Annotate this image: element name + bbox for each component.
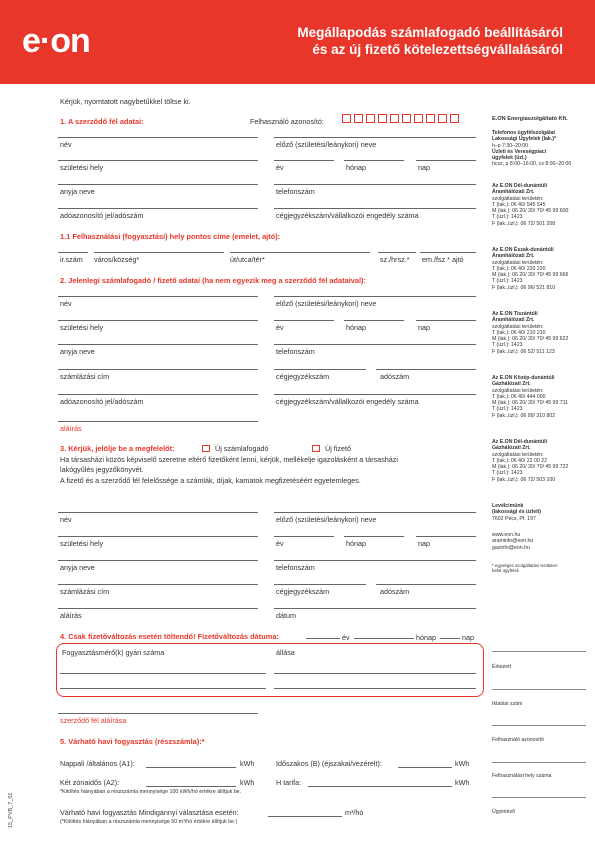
user-id-box[interactable] — [426, 114, 435, 123]
label-elozo: előző (születési/leánykori) neve — [276, 140, 377, 149]
block-line: T (üzl.): 1423 — [492, 214, 523, 221]
label-meter: Fogyasztásmérő(k) gyári száma — [62, 648, 165, 657]
field-line[interactable] — [376, 369, 476, 370]
cs-line: hcsz, p 8:00–16:00, cs 8:00–20:00 — [492, 161, 572, 168]
block-line: Az E.ON Észak-dunántúli — [492, 247, 554, 253]
field-line[interactable] — [274, 369, 366, 370]
user-id-box[interactable] — [414, 114, 423, 123]
field-line[interactable] — [274, 320, 334, 321]
email-link[interactable]: gazinfo@eon.hu — [492, 544, 530, 551]
block-line: Áramhálózati Zrt. — [492, 189, 535, 196]
label-m3: m³/hó — [345, 808, 364, 817]
label-alairas: aláírás — [60, 611, 82, 620]
label-telefon: telefonszám — [276, 187, 315, 196]
cs-line: ügyfelek (üzl.) — [492, 155, 527, 162]
section-1-title: 1. A szerződő fél adatai: — [60, 117, 144, 126]
block-line: F (lak.,üzl.): 06 72/ 501 208 — [492, 220, 556, 227]
field-line[interactable] — [398, 767, 452, 768]
label-honap: hónap — [346, 539, 366, 548]
block-line: F (lak.,üzl.): 06 72/ 503 100 — [492, 476, 556, 483]
label-szul-hely: születési hely — [60, 539, 104, 548]
field-line[interactable] — [58, 369, 258, 370]
block-line: szolgáltatási területén: — [492, 387, 544, 394]
cs-line: h–p 7:30–20:00 — [492, 142, 529, 149]
label-cegj: cégjegyzékszám/vállalkozói engedély száma — [276, 211, 419, 220]
eon-logo: e·on — [22, 22, 90, 60]
checkbox-new-recipient[interactable] — [202, 445, 210, 452]
label-telefon: telefonszám — [276, 347, 315, 356]
field-line[interactable] — [58, 512, 258, 513]
label-alairas: aláírás — [60, 424, 82, 433]
user-id-box[interactable] — [366, 114, 375, 123]
office-field-line[interactable] — [492, 651, 586, 652]
field-line[interactable] — [274, 160, 334, 161]
field-line[interactable] — [274, 608, 476, 609]
field-line[interactable] — [416, 320, 476, 321]
field-line[interactable] — [378, 252, 416, 253]
label-ev: év — [342, 633, 350, 642]
label-szul-hely: születési hely — [60, 163, 104, 172]
email-link[interactable]: araminfo@eon.hu — [492, 538, 534, 545]
block-line: Az E.ON Közép-dunántúli — [492, 375, 555, 381]
label-szamlazasi: számlázási cím — [60, 372, 110, 381]
block-line: Az E.ON Tiszántúli — [492, 311, 538, 317]
label-gaz: Várható havi fogyasztás Mindigannyi választása esetén: — [60, 808, 239, 817]
web-link[interactable]: www.eon.hu — [492, 532, 521, 538]
note-1: *Kitöltés hiányában a részszámla mennyisége 100 kWh/hó értékre állítjuk be. — [60, 789, 242, 795]
label-irsz: ir.szám — [60, 255, 83, 264]
s3-paragraph-3: A fizető és a szerződő fél felelőssége a számlák, díjak, kamatok megfizetéséért egyetemleges. — [60, 476, 361, 485]
label-kwh: kWh — [240, 778, 255, 787]
cs-line: Lakossági Ügyfelek (lak.)* — [492, 136, 557, 143]
block-line: T (üzl.): 1423 — [492, 278, 523, 285]
note-2: (*Kitöltés hiányában a részszámla mennyisége 50 m³/hó értékre állítjuk be.) — [60, 819, 238, 825]
section-2-title: 2. Jelenlegi számlafogadó / fizető adatai (ha nem egyezik meg a szerződő fél adataival): — [60, 276, 366, 285]
user-id-box[interactable] — [378, 114, 387, 123]
label-kwh: kWh — [240, 759, 255, 768]
block-line: F (lak.,üzl.): 06 96/ 521 810 — [492, 284, 556, 291]
block-line: Áramhálózati Zrt. — [492, 253, 535, 260]
label-honap: hónap — [416, 633, 436, 642]
section-3-title: 3. Kérjük, jelölje be a megfelelőt: — [60, 444, 175, 453]
field-line[interactable] — [58, 137, 258, 138]
postal-line: 7602 Pécs, Pf. 197 — [492, 515, 536, 522]
office-field-line[interactable] — [492, 762, 586, 763]
sidebar-web — [492, 532, 587, 551]
office-label-iktatasi: Iktatási szám — [492, 701, 523, 707]
sidebar-block-1 — [492, 183, 587, 227]
block-line: F (lak.,üzl.): 06 99/ 310 802 — [492, 412, 556, 419]
label-idoszakos: Időszakos (B) (éjszakai/vezérelt): — [276, 759, 382, 768]
field-line[interactable] — [308, 786, 452, 787]
field-line[interactable] — [416, 160, 476, 161]
field-line[interactable] — [274, 584, 366, 585]
label-opt2: Új fizető — [325, 444, 351, 453]
field-line[interactable] — [60, 688, 266, 689]
office-field-line[interactable] — [492, 689, 586, 690]
sidebar-postal — [492, 503, 587, 522]
block-line: Az E.ON Dél-dunántúli — [492, 439, 548, 445]
postal-line: (lakossági és üzleti) — [492, 509, 542, 516]
block-line: M (lak.): 06 20/ 30/ 70/ 45 99 666 — [492, 272, 569, 279]
label-ev: év — [276, 539, 284, 548]
field-line[interactable] — [58, 184, 258, 185]
label-kwh: kWh — [455, 759, 470, 768]
label-kwh: kWh — [455, 778, 470, 787]
block-line: szolgáltatási területén: — [492, 259, 544, 266]
title-line-1: Megállapodás számlafogadó beállításáról — [297, 25, 563, 40]
field-line[interactable] — [274, 512, 476, 513]
s3-paragraph-1: Ha társasházi közös képviselő szeretne eltérő fizetőként lenni, kérjük, mellékelje igazolásként a társasházi — [60, 455, 398, 464]
block-line: T (üzl.): 1423 — [492, 406, 523, 413]
label-szul-hely: születési hely — [60, 323, 104, 332]
field-line[interactable] — [344, 536, 404, 537]
label-nev: név — [60, 515, 72, 524]
block-line: T (lak.): 06 40/ 22 00 22 — [492, 457, 547, 464]
section-4-title: 4. Csak fizetőváltozás esetén töltendő! Fizetőváltozás dátuma: — [60, 632, 279, 641]
label-szerzodo-alairas: szerződő fél aláírása — [60, 716, 127, 725]
field-line[interactable] — [58, 252, 88, 253]
label-elozo: előző (születési/leánykori) neve — [276, 515, 377, 524]
block-line: szolgáltatási területén: — [492, 195, 544, 202]
user-id-box[interactable] — [354, 114, 363, 123]
s3-paragraph-2: lakógyűlés jegyzőkönyvét. — [60, 465, 144, 474]
block-line: szolgáltatási területén: — [492, 451, 544, 458]
field-line[interactable] — [274, 560, 476, 561]
office-label-ugyintezo: Ügyintéző — [492, 809, 516, 815]
label-nap: nap — [418, 163, 430, 172]
block-line: T (üzl.): 1423 — [492, 470, 523, 477]
title-line-2: és az új fizető kötelezettségvállalásáról — [312, 42, 563, 57]
form-code: 15_PVB_7_01 — [8, 792, 14, 828]
block-line: T (üzl.): 1423 — [492, 342, 523, 349]
postal-line: Levélcímünk — [492, 503, 524, 509]
label-nev: név — [60, 299, 72, 308]
block-line: szolgáltatási területén: — [492, 323, 544, 330]
block-line: M (lak.): 06 20/ 30/ 70/ 45 99 600 — [492, 208, 569, 215]
field-line[interactable] — [58, 320, 258, 321]
label-anyja: anyja neve — [60, 187, 95, 196]
field-line[interactable] — [58, 536, 258, 537]
user-id-box[interactable] — [450, 114, 459, 123]
label-em: em./fsz.* ajtó — [422, 255, 464, 264]
block-line: F (lak.,üzl.): 06 52/ 511 123 — [492, 348, 555, 355]
label-nap: nap — [418, 323, 430, 332]
label-elozo: előző (születési/leánykori) neve — [276, 299, 377, 308]
label-szamlazasi: számlázási cím — [60, 587, 110, 596]
field-line[interactable] — [274, 344, 476, 345]
block-line: Áramhálózati Zrt. — [492, 317, 535, 324]
label-honap: hónap — [346, 323, 366, 332]
user-id-box[interactable] — [390, 114, 399, 123]
label-nap: nap — [418, 539, 430, 548]
field-line[interactable] — [58, 584, 258, 585]
label-cegj: cégjegyzékszám — [276, 372, 330, 381]
signature-line[interactable] — [58, 713, 258, 714]
field-line[interactable] — [306, 638, 340, 639]
field-line[interactable] — [268, 816, 342, 817]
sidebar-block-4 — [492, 375, 587, 419]
field-line[interactable] — [58, 160, 258, 161]
field-line[interactable] — [94, 252, 224, 253]
field-line[interactable] — [274, 688, 476, 689]
field-line[interactable] — [146, 786, 236, 787]
signature-line[interactable] — [58, 608, 258, 609]
field-line[interactable] — [440, 638, 460, 639]
block-line: T (lak.): 06 40/ 444 000 — [492, 393, 546, 400]
field-line[interactable] — [354, 638, 414, 639]
field-line[interactable] — [274, 536, 334, 537]
label-ut: út/utca/tér* — [230, 255, 265, 264]
block-line: M (lak.): 06 20/ 30/ 70/ 45 99 711 — [492, 400, 569, 407]
signature-line[interactable] — [58, 421, 258, 422]
sidebar-block-3 — [492, 311, 587, 355]
office-field-line[interactable] — [492, 797, 586, 798]
label-adoszam: adószám — [380, 372, 410, 381]
field-line[interactable] — [230, 252, 370, 253]
user-id-box[interactable] — [342, 114, 351, 123]
label-opt1: Új számlafogadó — [215, 444, 269, 453]
sidebar-customer-service — [492, 130, 587, 168]
field-line[interactable] — [58, 208, 258, 209]
block-line: T (lak.): 06 40/ 220 220 — [492, 265, 546, 272]
label-adoszam: adószám — [380, 587, 410, 596]
label-ket: Két zónaidős (A2): — [60, 778, 120, 787]
label-nev: név — [60, 140, 72, 149]
label-cegj: cégjegyzékszám — [276, 587, 330, 596]
label-ev: év — [276, 163, 284, 172]
label-adoaz: adóazonosító jel/adószám — [60, 211, 144, 220]
label-htarifa: H tarifa: — [276, 778, 302, 787]
office-label-hely: Felhasználási hely száma — [492, 773, 552, 779]
block-line: M (lak.): 06 20/ 30/ 70/ 45 99 722 — [492, 464, 569, 471]
block-line: T (lak.): 06 40/ 545 545 — [492, 201, 546, 208]
user-id-box[interactable] — [402, 114, 411, 123]
field-line[interactable] — [60, 673, 266, 674]
cs-line: Üzleti és Vereségpiaci — [492, 148, 547, 155]
sidebar-block-2 — [492, 247, 587, 291]
office-label-felhasznalo: Felhasználó azonosító — [492, 737, 544, 743]
field-line[interactable] — [58, 296, 258, 297]
field-line[interactable] — [146, 767, 236, 768]
office-field-line[interactable] — [492, 725, 586, 726]
block-line: Gázhálózati Zrt. — [492, 445, 531, 452]
label-adoaz: adóazonosító jel/adószám — [60, 397, 144, 406]
label-cegj2: cégjegyzékszám/vállalkozói engedély száma — [276, 397, 419, 406]
field-line[interactable] — [344, 160, 404, 161]
field-line[interactable] — [416, 536, 476, 537]
block-line: M (lak.): 06 20/ 30/ 70/ 45 99 622 — [492, 336, 569, 343]
user-id-box[interactable] — [438, 114, 447, 123]
section-1-1-title: 1.1 Felhasználási (fogyasztási) hely pontos címe (emelet, ajtó): — [60, 232, 281, 241]
sidebar-company: E.ON Energiaszolgáltató Kft. — [492, 116, 568, 122]
field-line[interactable] — [58, 560, 258, 561]
label-allasa: állása — [276, 648, 295, 657]
label-hsz: sz./hrsz.* — [380, 255, 410, 264]
field-line[interactable] — [274, 137, 476, 138]
block-line: T (lak.): 06 40/ 210 210 — [492, 329, 546, 336]
field-line[interactable] — [274, 296, 476, 297]
block-line: Az E.ON Dél-dunántúli — [492, 183, 548, 189]
sidebar-footnote: * egységes szolgáltatási területen belül ügyfelek — [492, 563, 558, 574]
field-line[interactable] — [274, 394, 476, 395]
label-telefon: telefonszám — [276, 563, 315, 572]
label-nappali: Nappali /általános (A1): — [60, 759, 135, 768]
field-line[interactable] — [274, 673, 476, 674]
section-5-title: 5. Várható havi fogyasztás (részszámla):* — [60, 737, 205, 746]
intro-text: Kérjük, nyomtatott nagybetűkkel töltse ki. — [60, 97, 191, 106]
block-line: Gázhálózati Zrt. — [492, 381, 531, 388]
user-id-label: Felhasználó azonosító: — [250, 117, 324, 126]
page-title — [297, 24, 563, 58]
label-datum: dátum — [276, 611, 296, 620]
office-label-erkezett: Érkezett — [492, 664, 512, 670]
field-line[interactable] — [58, 344, 258, 345]
field-line[interactable] — [344, 320, 404, 321]
label-varos: város/község* — [94, 255, 140, 264]
label-honap: hónap — [346, 163, 366, 172]
label-anyja: anyja neve — [60, 347, 95, 356]
label-ev: év — [276, 323, 284, 332]
label-anyja: anyja neve — [60, 563, 95, 572]
cs-line: Telefonos ügyfélszolgálat — [492, 130, 556, 136]
field-line[interactable] — [274, 184, 476, 185]
field-line[interactable] — [274, 208, 476, 209]
field-line[interactable] — [58, 394, 258, 395]
field-line[interactable] — [376, 584, 476, 585]
checkbox-new-payer[interactable] — [312, 445, 320, 452]
header-banner — [0, 0, 595, 84]
field-line[interactable] — [420, 252, 476, 253]
sidebar-block-5 — [492, 439, 587, 483]
label-nap: nap — [462, 633, 474, 642]
